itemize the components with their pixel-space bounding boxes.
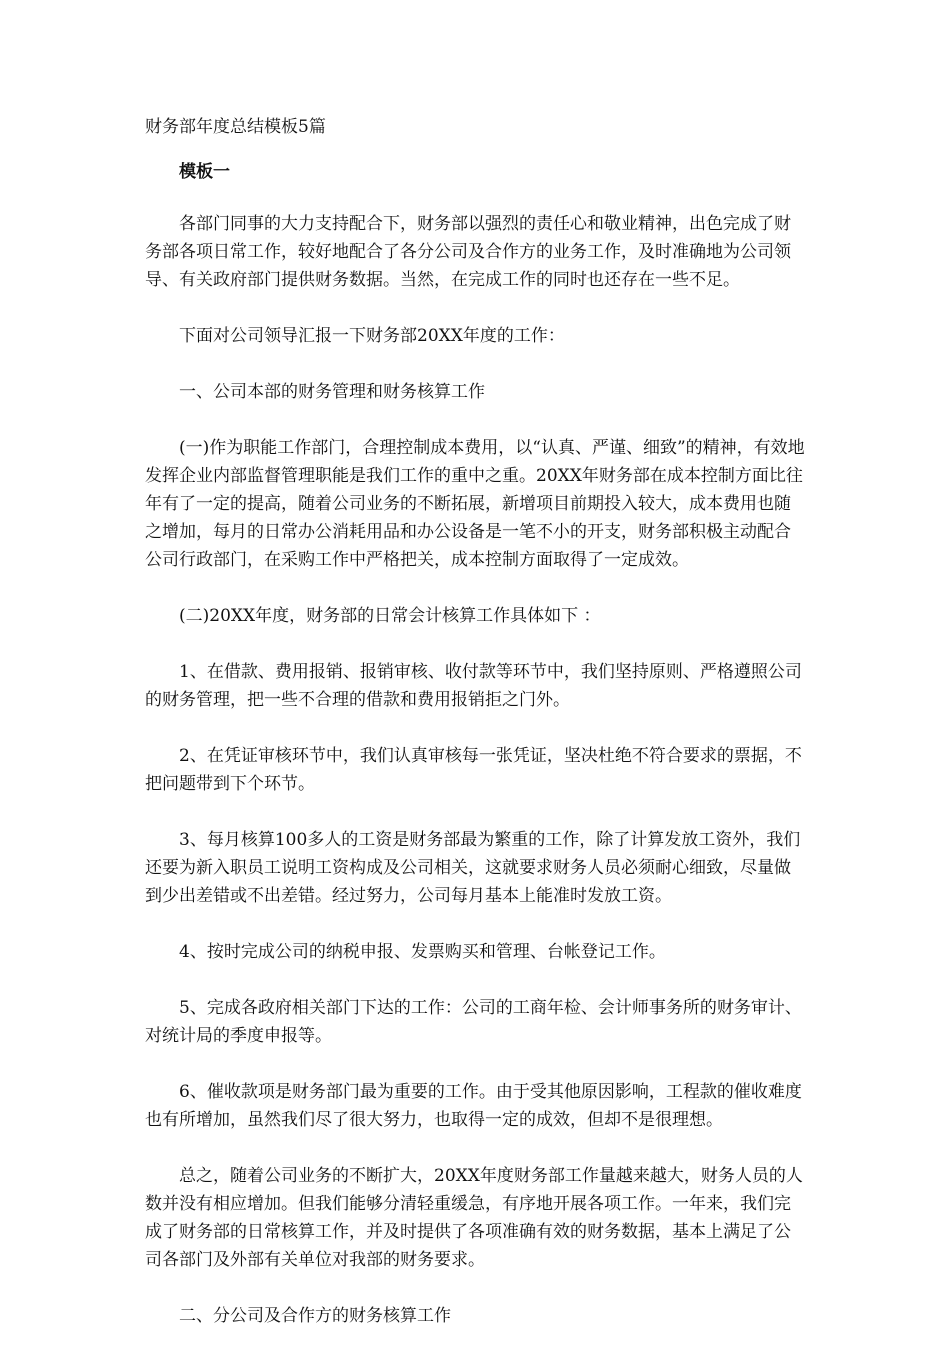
accounting-work-intro: (二)20XX年度，财务部的日常会计核算工作具体如下 ： — [179, 606, 601, 626]
list-item-6: 6、催收款项是财务部门最为重要的工作。由于受其他原因影响，工程款的催收难度也有所增加，虽然我们尽了很大努力，也取得一定的成效，但却不是很理想。 — [145, 1082, 802, 1130]
report-intro-paragraph: 下面对公司领导汇报一下财务部20XX年度的工作： — [179, 326, 565, 346]
summary-paragraph: 总之，随着公司业务的不断扩大，20XX年度财务部工作量越来越大，财务人员的人数并没有相应增加。但我们能够分清轻重缓急，有序地开展各项工作。一年来，我们完成了财务部的日常核算工作，并及时提供了各项准确有效的财务数据，基本上满足了公司各部门及外部有关单位对我部的财务要求。 — [145, 1166, 803, 1270]
list-item-3: 3、每月核算100多人的工资是财务部最为繁重的工作，除了计算发放工资外，我们还要为新入职员工说明工资构成及公司相关，这就要求财务人员必须耐心细致，尽量做到少出差错或不出差错。经过努力，公司每月基本上能准时发放工资。 — [145, 830, 801, 906]
list-item-1: 1、在借款、费用报销、报销审核、收付款等环节中，我们坚持原则、严格遵照公司的财务管理，把一些不合理的借款和费用报销拒之门外。 — [145, 662, 802, 710]
list-item-2: 2、在凭证审核环节中，我们认真审核每一张凭证，坚决杜绝不符合要求的票据，不把问题带到下个环节。 — [145, 746, 802, 794]
subsection-heading-1: 一、公司本部的财务管理和财务核算工作 — [179, 382, 485, 402]
document-body — [145, 158, 805, 1358]
list-item-4: 4、按时完成公司的纳税申报、发票购买和管理、台帐登记工作。 — [179, 942, 666, 962]
list-item-5: 5、完成各政府相关部门下达的工作：公司的工商年检、会计师事务所的财务审计、对统计局的季度申报等。 — [145, 998, 802, 1046]
intro-paragraph: 各部门同事的大力支持配合下，财务部以强烈的责任心和敬业精神，出色完成了财务部各项日常工作，较好地配合了各分公司及合作方的业务工作，及时准确地为公司领导、有关政府部门提供财务数据。当然，在完成工作的同时也还存在一些不足。 — [145, 214, 791, 290]
document-title: 财务部年度总结模板5篇 — [145, 117, 326, 137]
section-heading: 模板一 — [179, 162, 230, 182]
cost-control-paragraph: (一)作为职能工作部门，合理控制成本费用，以“认真、严谨、细致”的精神，有效地发挥企业内部监督管理职能是我们工作的重中之重。20XX年财务部在成本控制方面比往年有了一定的提高，随着公司业务的不断拓展，新增项目前期投入较大，成本费用也随之增加，每月的日常办公消耗用品和办公设备是一笔不小的开支，财务部积极主动配合公司行政部门，在采购工作中严格把关，成本控制方面取得了一定成效。 — [145, 438, 805, 570]
subsection-heading-2: 二、分公司及合作方的财务核算工作 — [179, 1306, 451, 1326]
